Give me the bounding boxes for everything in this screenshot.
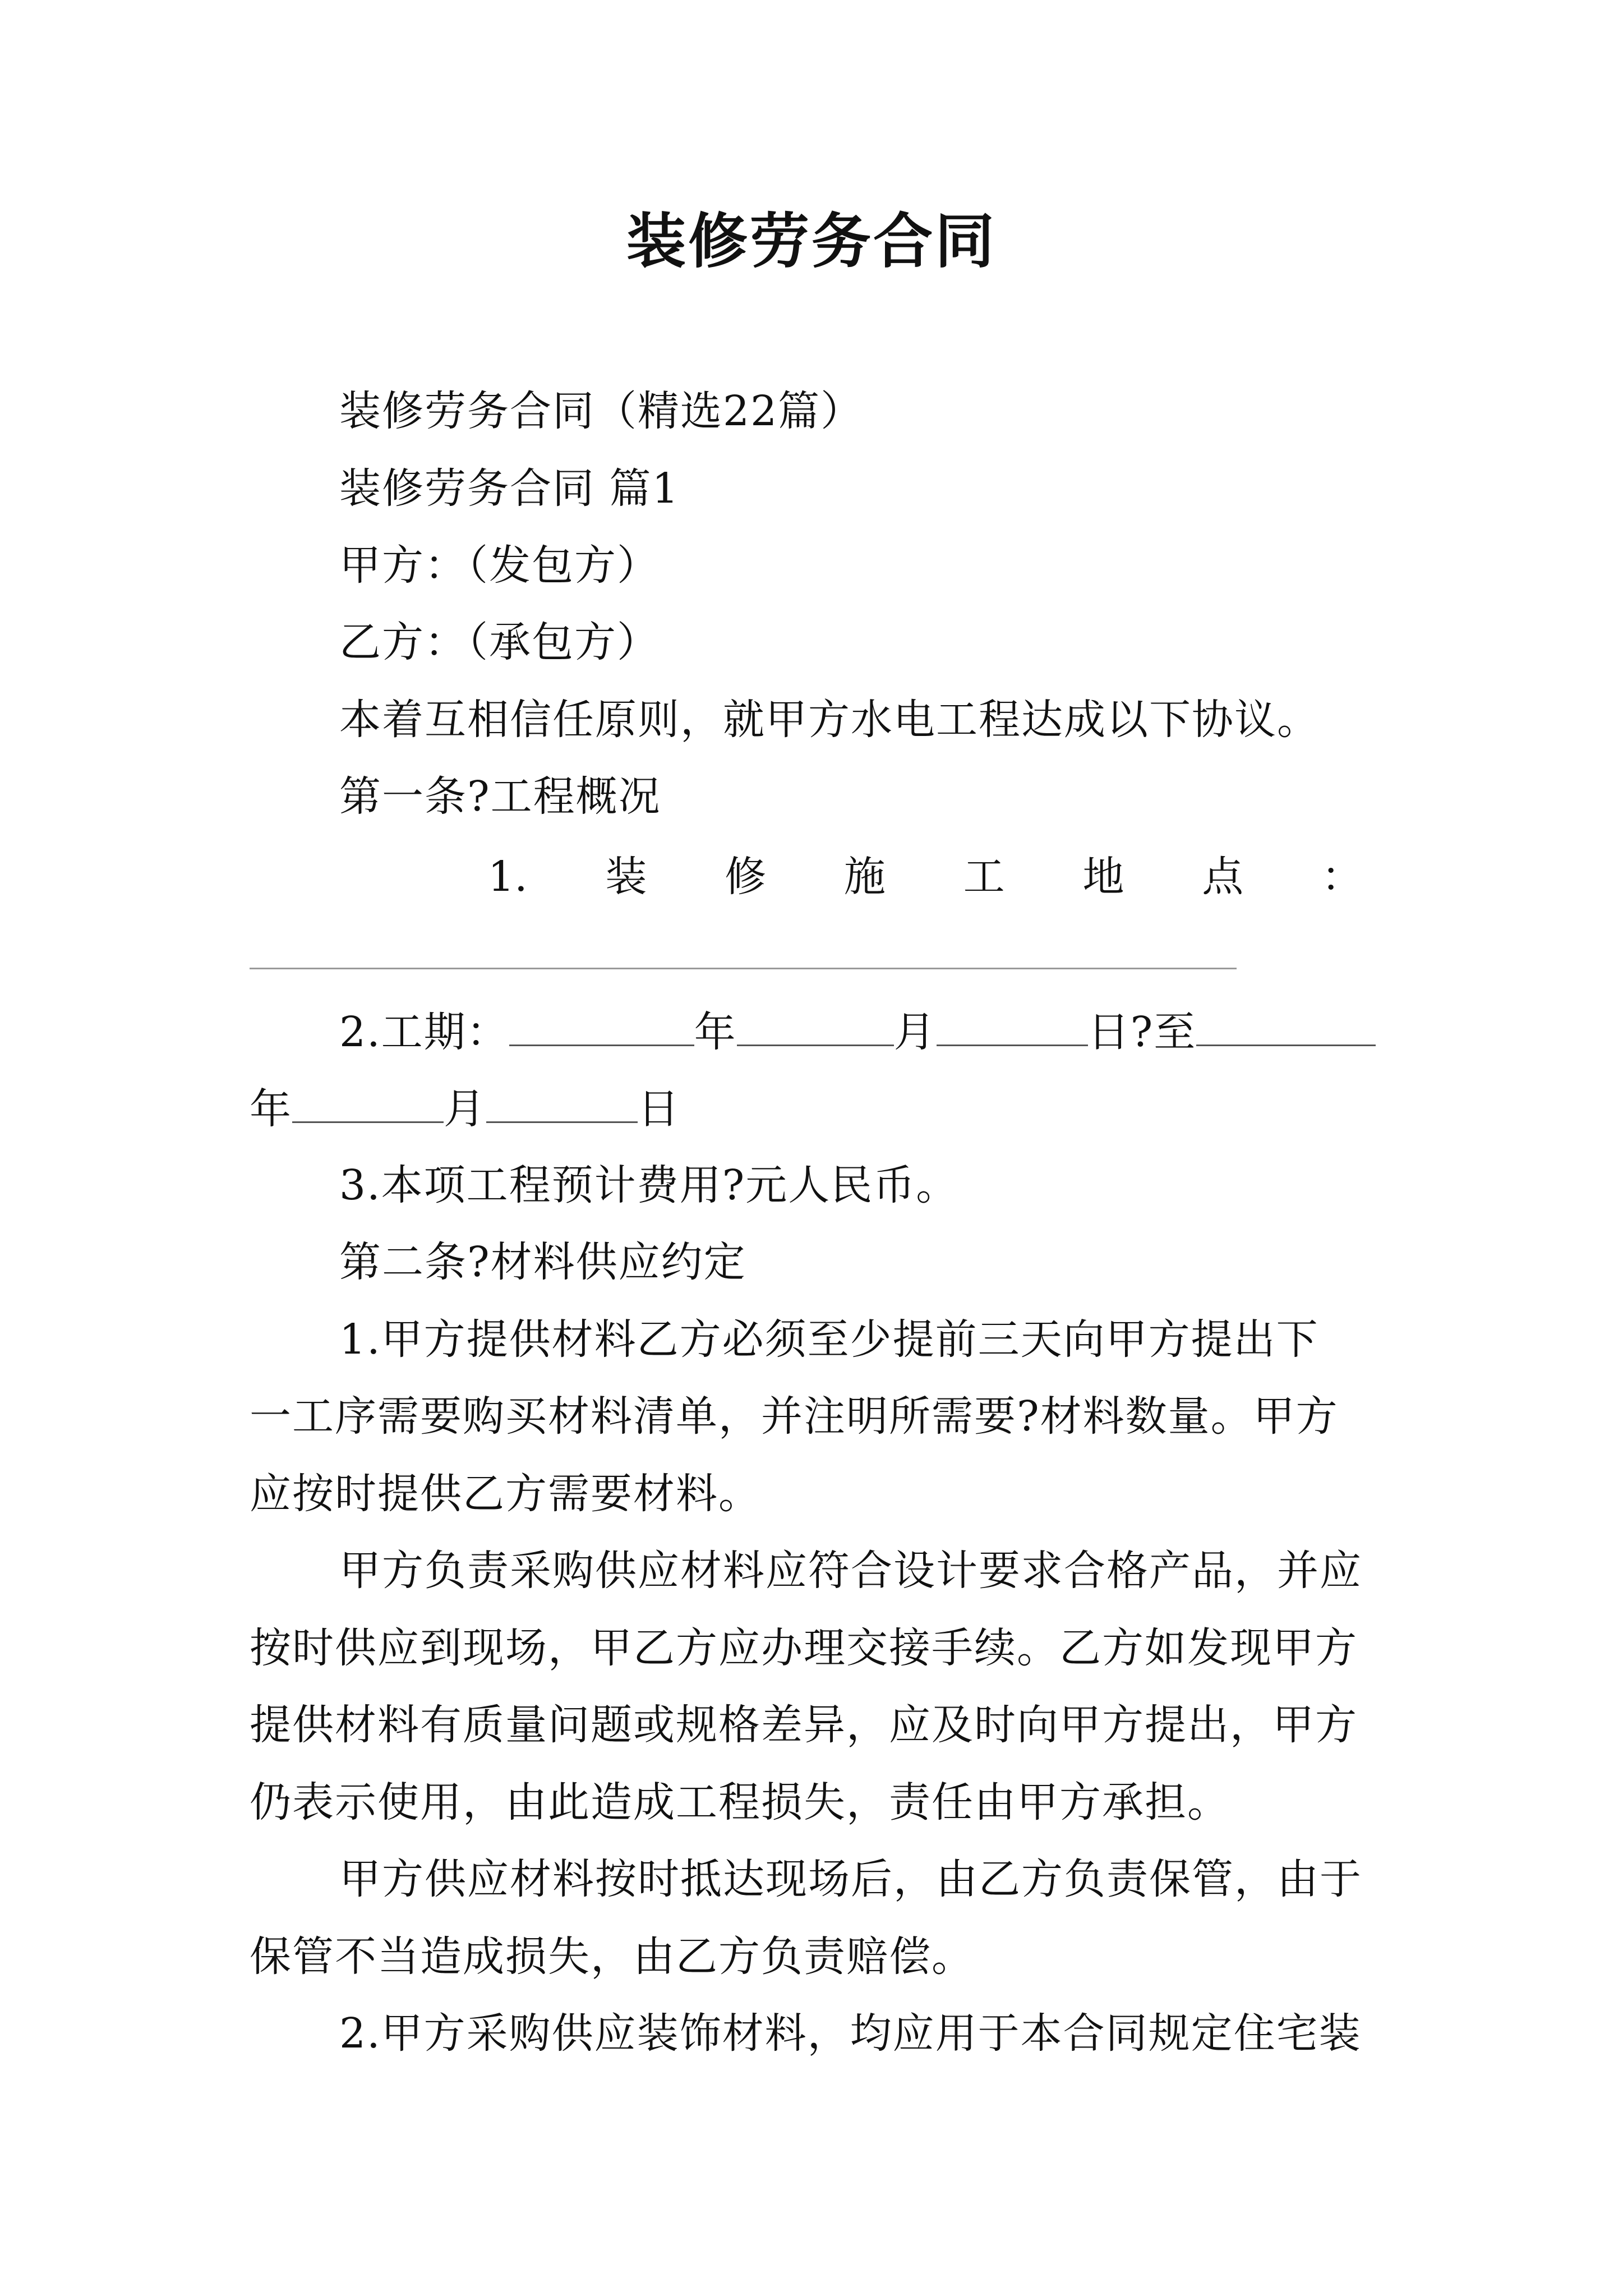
paragraph-line: 1.甲方提供材料乙方必须至少提前三天向甲方提出下 — [339, 1315, 1319, 1364]
period-year: 年 — [694, 1008, 737, 1056]
location-char: 工 — [963, 853, 1005, 901]
paragraph-line: 保管不当造成损失，由乙方负责赔偿。 — [250, 1932, 974, 1981]
paragraph-line: 2.甲方采购供应装饰材料，均应用于本合同规定住宅装 — [339, 2009, 1362, 2058]
party-b: 乙方：（承包方） — [339, 618, 660, 666]
location-char: 施 — [843, 853, 886, 901]
paragraph-line: 一工序需要购买材料清单，并注明所需要?材料数量。甲方 — [250, 1392, 1339, 1441]
intro-text: 本着互相信任原则，就甲方水电工程达成以下协议。 — [339, 696, 1320, 744]
chapter-heading: 装修劳务合同 篇1 — [339, 464, 680, 513]
paragraph-line: 按时供应到现场，甲乙方应办理交接手续。乙方如发现甲方 — [250, 1624, 1358, 1672]
location-char: 装 — [605, 853, 647, 901]
location-char: 1. — [488, 853, 528, 901]
location-char: ： — [1321, 853, 1363, 901]
location-line — [488, 850, 1363, 904]
period-line-2 — [250, 1081, 680, 1136]
location-blank-line — [250, 968, 1237, 969]
paragraph-line: 甲方供应材料按时抵达现场后，由乙方负责保管，由于 — [339, 1855, 1362, 1903]
paragraph-line: 甲方负责采购供应材料应符合设计要求合格产品，并应 — [339, 1547, 1362, 1595]
article-1-heading: 第一条?工程概况 — [339, 772, 661, 821]
blank-field — [937, 1004, 1088, 1046]
period-year-2: 年 — [250, 1085, 292, 1133]
period-month-2: 月 — [444, 1085, 486, 1133]
location-char: 修 — [725, 853, 767, 901]
blank-field — [1196, 1004, 1376, 1046]
party-a: 甲方：（发包方） — [339, 541, 660, 590]
paragraph-line: 仍表示使用，由此造成工程损失，责任由甲方承担。 — [250, 1778, 1230, 1826]
article-2-heading: 第二条?材料供应约定 — [339, 1238, 746, 1286]
blank-field — [486, 1081, 638, 1123]
period-day-2: 日 — [638, 1085, 680, 1133]
blank-field — [737, 1004, 894, 1046]
cost-text: 3.本项工程预计费用?元人民币。 — [339, 1161, 959, 1209]
subtitle: 装修劳务合同（精选22篇） — [339, 387, 864, 435]
paragraph-line: 提供材料有质量问题或规格差异，应及时向甲方提出，甲方 — [250, 1701, 1358, 1749]
period-prefix: 2.工期： — [339, 1008, 509, 1056]
location-char: 点 — [1202, 853, 1244, 901]
period-line-1 — [339, 1004, 1376, 1059]
period-month: 月 — [893, 1008, 937, 1056]
blank-field — [292, 1081, 444, 1123]
period-day-to: 日?至 — [1087, 1008, 1197, 1056]
document-title: 装修劳务合同 — [626, 206, 997, 276]
blank-field — [509, 1004, 694, 1046]
paragraph-line: 应按时提供乙方需要材料。 — [250, 1470, 761, 1518]
location-char: 地 — [1082, 853, 1124, 901]
